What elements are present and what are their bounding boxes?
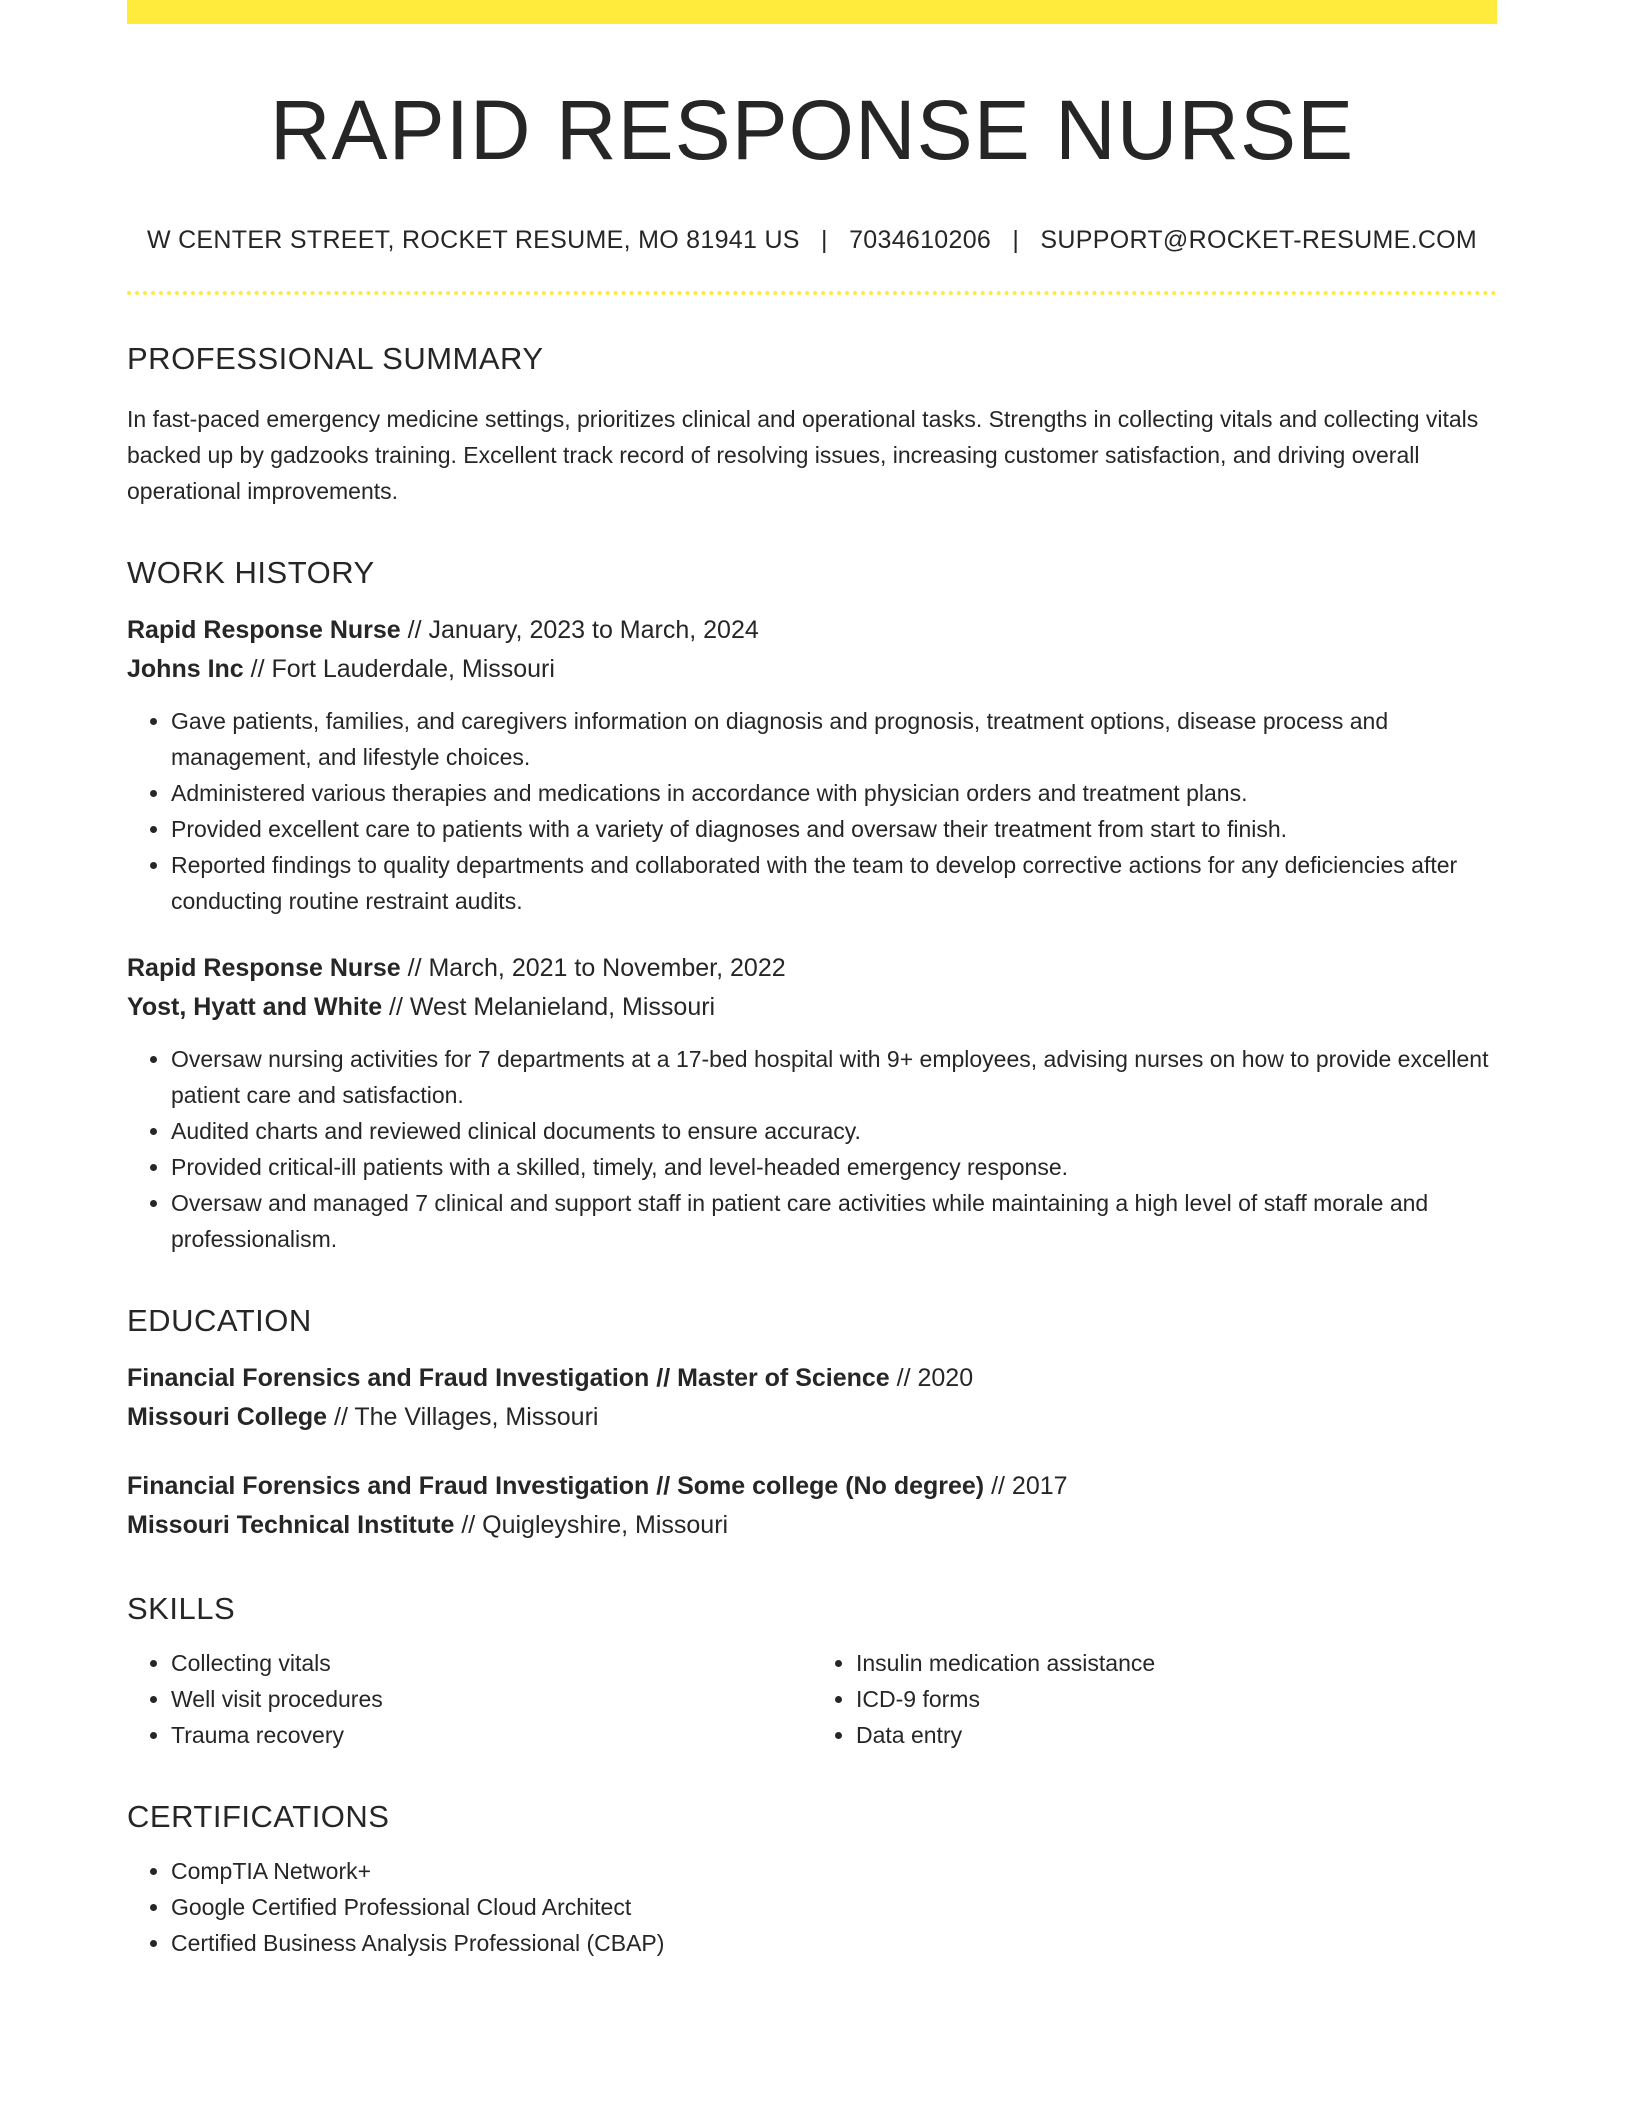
job-title-line bbox=[127, 949, 1497, 988]
list-item: • Provided excellent care to patients with a variety of diagnoses and oversaw their treatment from start to finish. bbox=[171, 811, 1497, 847]
dotted-divider bbox=[127, 291, 1497, 295]
skill-item: • ICD-9 forms bbox=[856, 1681, 1497, 1717]
skill-item: • Trauma recovery bbox=[171, 1717, 812, 1753]
job-dates: // March, 2021 to November, 2022 bbox=[400, 954, 786, 983]
certification-item: • CompTIA Network+ bbox=[171, 1853, 1497, 1889]
job-title: Rapid Response Nurse bbox=[127, 954, 401, 983]
school-line bbox=[127, 1506, 1497, 1545]
job-location: // Fort Lauderdale, Missouri bbox=[243, 655, 555, 684]
education-entry bbox=[127, 1359, 1497, 1437]
job-title-line bbox=[127, 611, 1497, 650]
certifications-list bbox=[127, 1853, 1497, 1961]
degree-line bbox=[127, 1467, 1497, 1506]
list-item: • Audited charts and reviewed clinical documents to ensure accuracy. bbox=[171, 1113, 1497, 1149]
skills-right-column bbox=[812, 1645, 1497, 1753]
school-location: // The Villages, Missouri bbox=[327, 1403, 599, 1432]
resume-page bbox=[127, 0, 1497, 1961]
contact-separator: | bbox=[1012, 226, 1020, 255]
certification-item: • Certified Business Analysis Professional (CBAP) bbox=[171, 1925, 1497, 1961]
skill-item: • Collecting vitals bbox=[171, 1645, 812, 1681]
contact-line bbox=[127, 226, 1497, 255]
job-company-line bbox=[127, 988, 1497, 1027]
job-entry bbox=[127, 611, 1497, 919]
degree: Financial Forensics and Fraud Investigation // Master of Science bbox=[127, 1364, 890, 1393]
job-title: Rapid Response Nurse bbox=[127, 616, 401, 645]
list-item: • Administered various therapies and medications in accordance with physician orders and treatment plans. bbox=[171, 775, 1497, 811]
education-entry bbox=[127, 1467, 1497, 1545]
list-item: • Provided critical-ill patients with a skilled, timely, and level-headed emergency response. bbox=[171, 1149, 1497, 1185]
job-bullets bbox=[127, 703, 1497, 919]
job-bullets bbox=[127, 1041, 1497, 1257]
list-item: • Reported findings to quality departments and collaborated with the team to develop corrective actions for any deficiencies after conducting routine restraint audits. bbox=[171, 847, 1497, 919]
work-history-heading: WORK HISTORY bbox=[127, 555, 375, 591]
skill-item: • Well visit procedures bbox=[171, 1681, 812, 1717]
job-company-line bbox=[127, 650, 1497, 689]
skill-item: • Data entry bbox=[856, 1717, 1497, 1753]
job-location: // West Melanieland, Missouri bbox=[382, 993, 716, 1022]
degree-line bbox=[127, 1359, 1497, 1398]
grad-year: // 2020 bbox=[889, 1364, 974, 1393]
address: W CENTER STREET, ROCKET RESUME, MO 81941 US bbox=[146, 226, 800, 255]
summary-heading: PROFESSIONAL SUMMARY bbox=[127, 341, 544, 377]
list-item: • Oversaw nursing activities for 7 departments at a 17-bed hospital with 9+ employees, advising nurses on how to provide excellent patient care and satisfaction. bbox=[171, 1041, 1497, 1113]
phone: 7034610206 bbox=[849, 226, 992, 255]
certifications-heading: CERTIFICATIONS bbox=[127, 1799, 390, 1835]
school: Missouri Technical Institute bbox=[127, 1511, 455, 1540]
skills-heading: SKILLS bbox=[127, 1591, 236, 1627]
email: SUPPORT@ROCKET-RESUME.COM bbox=[1040, 226, 1478, 255]
list-item: • Oversaw and managed 7 clinical and support staff in patient care activities while maintaining a high level of staff morale and professionalism. bbox=[171, 1185, 1497, 1257]
summary-text: In fast-paced emergency medicine settings, prioritizes clinical and operational tasks. Strengths in collecting vitals and collecting vitals backed up by gadzooks training. Excellent track record of resolving issues, increasing customer satisfaction, and driving overall operational improvements. bbox=[127, 406, 1479, 505]
job-company: Yost, Hyatt and White bbox=[127, 993, 383, 1022]
job-entry bbox=[127, 949, 1497, 1257]
education-heading: EDUCATION bbox=[127, 1303, 312, 1339]
school: Missouri College bbox=[127, 1403, 328, 1432]
skills-columns bbox=[127, 1645, 1497, 1753]
certification-item: • Google Certified Professional Cloud Architect bbox=[171, 1889, 1497, 1925]
job-company: Johns Inc bbox=[127, 655, 244, 684]
resume-name: RAPID RESPONSE NURSE bbox=[269, 83, 1355, 177]
contact-separator: | bbox=[821, 226, 828, 255]
school-line bbox=[127, 1398, 1497, 1437]
degree: Financial Forensics and Fraud Investigation // Some college (No degree) bbox=[127, 1472, 985, 1501]
grad-year: // 2017 bbox=[984, 1472, 1068, 1501]
skill-item: • Insulin medication assistance bbox=[856, 1645, 1497, 1681]
school-location: // Quigleyshire, Missouri bbox=[454, 1511, 729, 1540]
job-dates: // January, 2023 to March, 2024 bbox=[400, 616, 759, 645]
skills-left-column bbox=[127, 1645, 812, 1753]
accent-bar bbox=[127, 0, 1497, 24]
list-item: • Gave patients, families, and caregivers information on diagnosis and prognosis, treatment options, disease process and management, and lifestyle choices. bbox=[171, 703, 1497, 775]
